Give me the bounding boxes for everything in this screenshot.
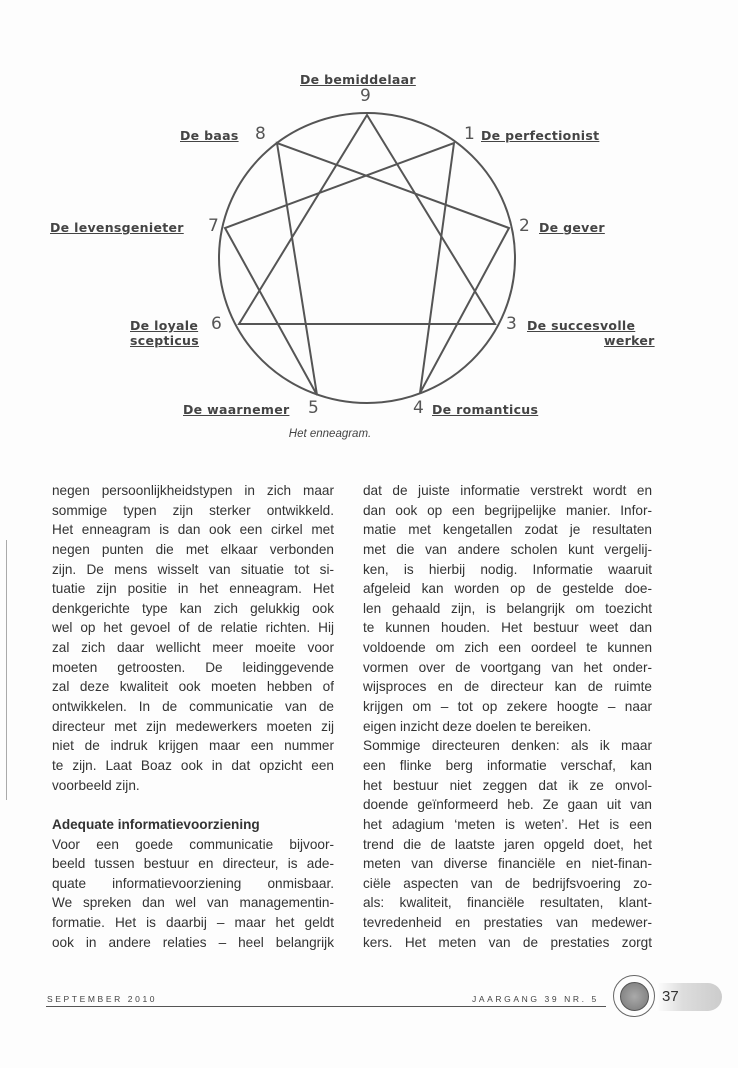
enneagram-hexad bbox=[225, 143, 509, 395]
text-line: niet de indruk krijgen maar een nummer bbox=[52, 738, 334, 754]
text-line: directeur met zijn medewerkers moeten zij bbox=[52, 718, 334, 734]
number-3: 3 bbox=[506, 314, 517, 334]
text-line: wijsproces en de directeur kan de ruimte bbox=[363, 679, 652, 695]
text-line: doende geïnformeerd heb. Ze gaan uit van bbox=[363, 797, 652, 813]
text-line: sommige typen zijn sterker ontwikkeld. bbox=[52, 502, 334, 518]
label-type-3-line1: De succesvolle bbox=[527, 318, 636, 333]
label-type-2: De gever bbox=[539, 220, 605, 235]
text-line: dan ook op een begrijpelijke manier. Infor- bbox=[363, 502, 652, 518]
text-line: zijn. De mens wisselt van situatie tot si- bbox=[52, 561, 334, 577]
footer-rule bbox=[46, 1006, 606, 1007]
text-line: negen persoonlijkheidstypen in zich maar bbox=[52, 483, 334, 498]
number-4: 4 bbox=[413, 398, 424, 418]
text-line: negen punten die met elkaar verbonden bbox=[52, 541, 334, 557]
text-line: ontwikkelen. In de communicatie van de bbox=[52, 699, 334, 715]
number-7: 7 bbox=[208, 216, 219, 236]
label-type-6-line2: scepticus bbox=[130, 333, 199, 348]
text-line bbox=[52, 795, 334, 815]
label-type-8: De baas bbox=[180, 128, 239, 143]
footer-date: SEPTEMBER 2010 bbox=[47, 994, 158, 1004]
text-line: voldoende om zich een oordeel te kunnen bbox=[363, 640, 652, 656]
figure-caption: Het enneagram. bbox=[288, 428, 372, 440]
body-text-right-column bbox=[363, 481, 652, 952]
text-line: dat de juiste informatie verstrekt wordt en bbox=[363, 483, 652, 498]
text-line: tevredenheid en prestaties van medewer- bbox=[363, 915, 652, 931]
text-line: beeld tussen bestuur en directeur, is ade- bbox=[52, 856, 334, 872]
text-line: meten van diverse financiële en niet-finan- bbox=[363, 856, 652, 872]
text-line: te zijn. Laat Boaz ook in dat opzicht een bbox=[52, 757, 334, 773]
number-9: 9 bbox=[360, 86, 371, 106]
text-line: formatie. Het is daarbij – maar het geldt bbox=[52, 915, 334, 931]
number-1: 1 bbox=[464, 124, 475, 144]
text-line: matie met kengetallen zodat je resultaten bbox=[363, 522, 652, 538]
label-type-9: De bemiddelaar bbox=[300, 72, 416, 87]
label-type-3-line2: werker bbox=[604, 333, 655, 348]
label-type-5: De waarnemer bbox=[183, 402, 290, 417]
text-line: voorbeeld zijn. bbox=[52, 777, 140, 793]
text-line: als: kwaliteit, financiële resultaten, klant- bbox=[363, 895, 652, 911]
number-6: 6 bbox=[211, 314, 222, 334]
text-line: met die van andere scholen kunt vergelij- bbox=[363, 541, 652, 557]
text-line: ook in andere relaties – heel belangrijk bbox=[52, 934, 334, 950]
seal-logo-icon bbox=[613, 975, 655, 1017]
text-line: moeten getroosten. De leidinggevende bbox=[52, 659, 334, 675]
label-type-4: De romanticus bbox=[432, 402, 539, 417]
section-heading: Adequate informatievoorziening bbox=[52, 816, 260, 832]
text-line: te kunnen houden. Het bestuur weet dan bbox=[363, 620, 652, 636]
text-line: het adagium ‘meten is weten’. Het is een bbox=[363, 816, 652, 832]
text-line: We spreken dan wel van managementin- bbox=[52, 895, 334, 911]
text-line: quate informatievoorziening onmisbaar. bbox=[52, 875, 334, 891]
text-line: afgeleid kan worden op de gestelde doe- bbox=[363, 581, 652, 597]
label-type-6-line1: De loyale bbox=[130, 318, 199, 333]
text-line: zal deze kwaliteit ook moeten hebben of bbox=[52, 679, 334, 695]
footer-volume: JAARGANG 39 NR. 5 bbox=[472, 994, 599, 1004]
text-line: het bestuur niet zeggen dat ik ze onvol- bbox=[363, 777, 652, 793]
text-line: ciële aspecten van de bedrijfsvoering zo- bbox=[363, 875, 652, 891]
text-line: wel op het gevoel of de relatie richten. Hij bbox=[52, 620, 334, 636]
text-line: een flinke berg informatie verschaf, kan bbox=[363, 757, 652, 773]
text-line: kers. Het meten van de prestaties zorgt bbox=[363, 934, 652, 950]
scan-edge-line bbox=[6, 540, 7, 800]
number-2: 2 bbox=[519, 216, 530, 236]
text-line: eigen inzicht deze doelen te bereiken. bbox=[363, 718, 592, 734]
text-line: Sommige directeuren denken: als ik maar bbox=[363, 738, 652, 754]
text-line: ken, is hierbij nodig. Informatie waaruit bbox=[363, 561, 652, 577]
enneagram-circle bbox=[219, 113, 515, 403]
text-line: denkgerichte type kan zich gelukkig ook bbox=[52, 600, 334, 616]
text-line: trend die de laatste jaren opgeld doet, het bbox=[363, 836, 652, 852]
number-8: 8 bbox=[255, 124, 266, 144]
label-type-1: De perfectionist bbox=[481, 128, 600, 143]
body-text-left-column bbox=[52, 481, 334, 952]
text-line: tuatie zijn positie in het enneagram. Het bbox=[52, 581, 334, 597]
text-line: len gehaald zijn, is belangrijk om toezicht bbox=[363, 600, 652, 616]
page-number: 37 bbox=[656, 983, 722, 1011]
text-line: krijgen om – tot op zekere hoogte – naar bbox=[363, 699, 652, 715]
text-line: Het enneagram is dan ook een cirkel met bbox=[52, 522, 334, 538]
text-line: zal zich daar wellicht meer moeite voor bbox=[52, 640, 334, 656]
enneagram-graphic bbox=[0, 0, 738, 420]
text-line: Voor een goede communicatie bijvoor- bbox=[52, 836, 334, 852]
text-line: vormen over de voortgang van het onder- bbox=[363, 659, 652, 675]
label-type-7: De levensgenieter bbox=[50, 220, 184, 235]
number-5: 5 bbox=[308, 398, 319, 418]
